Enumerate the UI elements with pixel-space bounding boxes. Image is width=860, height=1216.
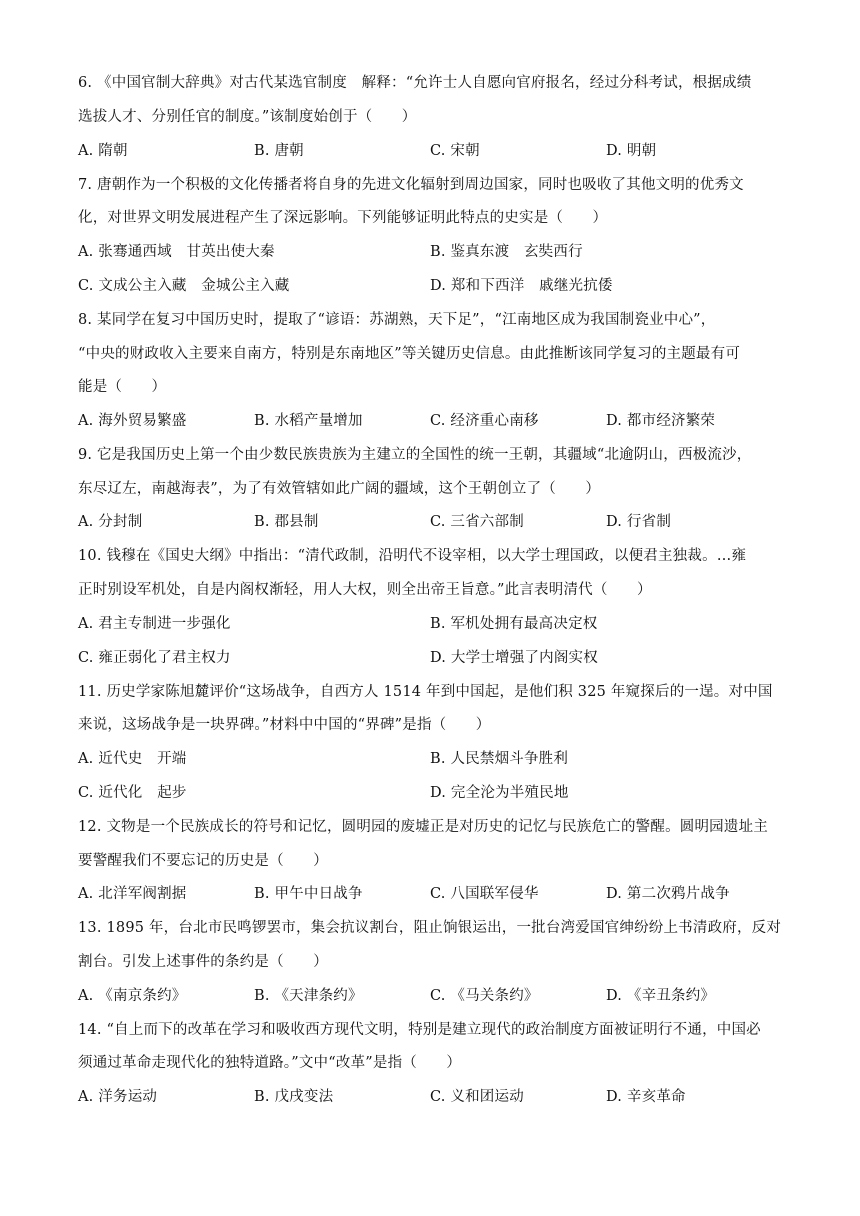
- question-10-line-2: 正时别设军机处，自是内阁权渐轻，用人大权，则全出帝王旨意。”此言表明清代（ ）: [78, 582, 652, 598]
- question-11-option-b: B. 人民禁烟斗争胜利: [430, 751, 569, 767]
- question-12-line-1: 12. 文物是一个民族成长的符号和记忆，圆明园的废墟正是对历史的记忆与民族危亡的警醒。圆明园遗址主: [78, 819, 768, 835]
- question-9-line-1: 9. 它是我国历史上第一个由少数民族贵族为主建立的全国性的统一王朝，其疆域“北逾阴山，西极流沙，: [78, 447, 752, 463]
- question-6-line-1: 6. 《中国官制大辞典》对古代某选官制度 解释：“允许士人自愿向官府报名，经过分科考试，根据成绩: [78, 75, 752, 91]
- question-12-option-b: B. 甲午中日战争: [254, 886, 363, 902]
- question-9-option-d: D. 行省制: [606, 514, 672, 530]
- question-7-option-c: C. 文成公主入藏 金城公主入藏: [78, 278, 290, 294]
- question-14-line-1: 14. “自上而下的改革在学习和吸收西方现代文明，特别是建立现代的政治制度方面被证明行不通，中国必: [78, 1022, 761, 1038]
- question-8-line-2: “中央的财政收入主要来自南方，特别是东南地区”等关键历史信息。由此推断该同学复习的主题最有可: [78, 346, 741, 362]
- question-11-line-1: 11. 历史学家陈旭麓评价“这场战争，自西方人 1514 年到中国起，是他们积 325 年窥探后的一逞。对中国: [78, 684, 773, 700]
- question-13-line-1: 13. 1895 年，台北市民鸣锣罢市，集会抗议割台，阻止饷银运出，一批台湾爱国官绅纷纷上书清政府，反对: [78, 920, 782, 936]
- question-11-line-2: 来说，这场战争是一块界碑。”材料中中国的“界碑”是指（ ）: [78, 717, 491, 733]
- question-12-option-d: D. 第二次鸦片战争: [606, 886, 730, 902]
- question-14-line-2: 须通过革命走现代化的独特道路。”文中“改革”是指（ ）: [78, 1055, 462, 1071]
- question-14-option-d: D. 辛亥革命: [606, 1089, 686, 1105]
- question-6-option-d: D. 明朝: [606, 143, 657, 159]
- question-9-option-c: C. 三省六部制: [430, 514, 524, 530]
- question-14-option-b: B. 戊戌变法: [254, 1089, 334, 1105]
- question-7-option-d: D. 郑和下西洋 戚继光抗倭: [430, 278, 613, 294]
- question-8-option-b: B. 水稻产量增加: [254, 413, 363, 429]
- question-9-line-2: 东尽辽左，南越海表”，为了有效管辖如此广阔的疆域，这个王朝创立了（ ）: [78, 481, 601, 497]
- question-10-option-a: A. 君主专制进一步强化: [78, 616, 231, 632]
- question-13-option-a: A. 《南京条约》: [78, 988, 187, 1004]
- question-6-option-a: A. 隋朝: [78, 143, 128, 159]
- question-11-option-c: C. 近代化 起步: [78, 785, 187, 801]
- question-13-option-c: C. 《马关条约》: [430, 988, 539, 1004]
- question-7-line-2: 化，对世界文明发展进程产生了深远影响。下列能够证明此特点的史实是（ ）: [78, 210, 608, 226]
- question-12-option-a: A. 北洋军阀割据: [78, 886, 187, 902]
- question-8-option-a: A. 海外贸易繁盛: [78, 413, 187, 429]
- question-11-option-d: D. 完全沦为半殖民地: [430, 785, 569, 801]
- question-7-option-a: A. 张骞通西域 甘英出使大秦: [78, 244, 275, 260]
- question-13-option-b: B. 《天津条约》: [254, 988, 363, 1004]
- question-8-option-c: C. 经济重心南移: [430, 413, 539, 429]
- question-6-option-c: C. 宋朝: [430, 143, 480, 159]
- question-14-option-c: C. 义和团运动: [430, 1089, 524, 1105]
- question-7-option-b: B. 鉴真东渡 玄奘西行: [430, 244, 583, 260]
- question-8-line-1: 8. 某同学在复习中国历史时，提取了“谚语：苏湖熟，天下足”，“江南地区成为我国制瓷业中心”，: [78, 312, 716, 328]
- question-11-option-a: A. 近代史 开端: [78, 751, 187, 767]
- question-10-line-1: 10. 钱穆在《国史大纲》中指出：“清代政制，沿明代不设宰相，以大学士理国政，以便君主独裁。…雍: [78, 548, 747, 564]
- question-12-option-c: C. 八国联军侵华: [430, 886, 539, 902]
- question-10-option-b: B. 军机处拥有最高决定权: [430, 616, 598, 632]
- question-9-option-b: B. 郡县制: [254, 514, 319, 530]
- question-8-option-d: D. 都市经济繁荣: [606, 413, 716, 429]
- question-6-line-2: 选拔人才、分别任官的制度。”该制度始创于（ ）: [78, 109, 417, 125]
- question-6-option-b: B. 唐朝: [254, 143, 304, 159]
- question-14-option-a: A. 洋务运动: [78, 1089, 158, 1105]
- question-7-line-1: 7. 唐朝作为一个积极的文化传播者将自身的先进文化辐射到周边国家，同时也吸收了其他文明的优秀文: [78, 177, 744, 193]
- question-10-option-d: D. 大学士增强了内阁实权: [430, 650, 598, 666]
- question-13-line-2: 割台。引发上述事件的条约是（ ）: [78, 954, 328, 970]
- question-9-option-a: A. 分封制: [78, 514, 143, 530]
- question-13-option-d: D. 《辛丑条约》: [606, 988, 716, 1004]
- question-10-option-c: C. 雍正弱化了君主权力: [78, 650, 231, 666]
- question-12-line-2: 要警醒我们不要忘记的历史是（ ）: [78, 853, 328, 869]
- question-8-line-3: 能是（ ）: [78, 379, 167, 395]
